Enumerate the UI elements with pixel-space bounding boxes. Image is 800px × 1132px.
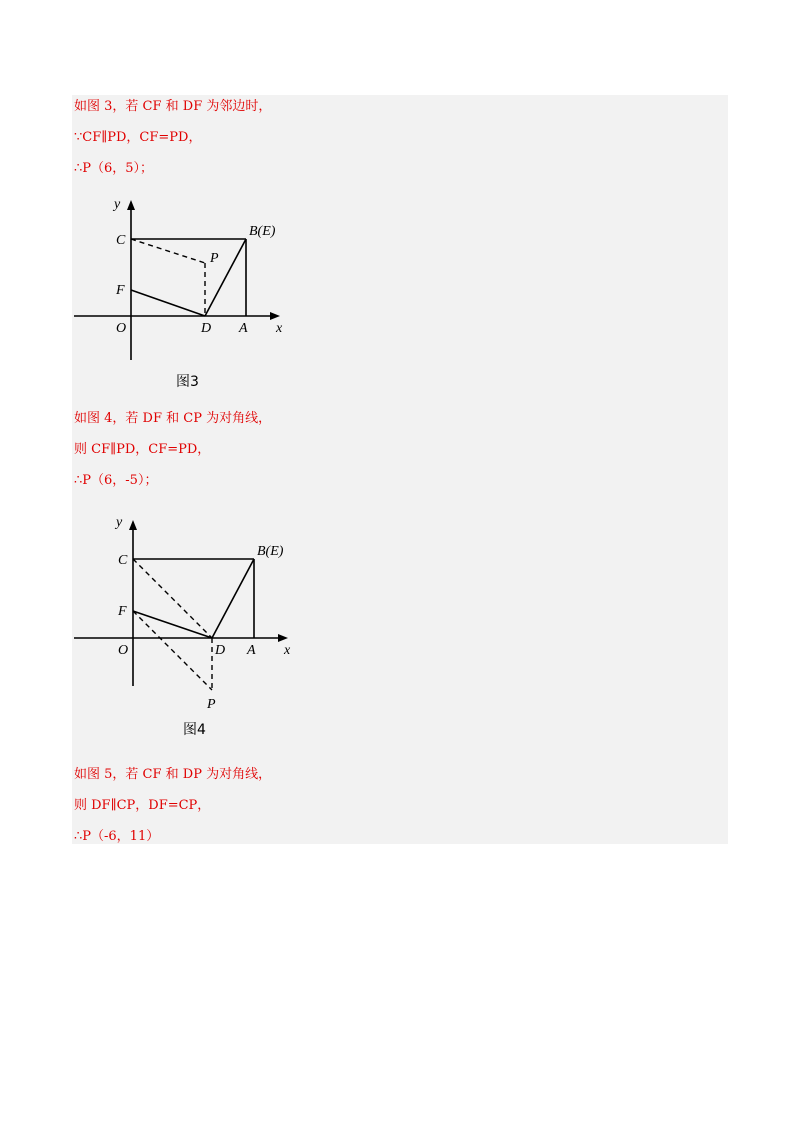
segment-FD [133,611,212,638]
label-C: C [116,233,126,248]
text-line: 如图 3，若 CF 和 DF 为邻边时， [74,99,272,114]
x-axis-arrow-icon [278,634,288,642]
segment-CP-dashed [131,239,205,263]
text-line: ∴P（6，-5）； [74,473,158,488]
label-P: P [210,251,219,266]
text-line: 则 CF∥PD，CF=PD， [74,442,211,457]
label-A: A [239,321,248,336]
figure-3-caption: 图3 [176,374,199,390]
text-line: ∴P（-6，11） [74,829,160,844]
segment-CD-dashed [133,559,212,638]
y-axis-arrow-icon [127,200,135,210]
text-line: 如图 5，若 CF 和 DP 为对角线， [74,767,272,782]
text-line: 如图 4，若 DF 和 CP 为对角线， [74,411,272,426]
label-P: P [207,697,216,712]
segment-DB [212,559,254,638]
figure-4 [72,508,302,718]
text-line: ∴P（6，5）； [74,161,154,176]
label-F: F [118,604,127,619]
label-O: O [118,643,129,658]
label-A: A [247,643,256,658]
label-y: y [116,515,123,530]
segment-FD [131,290,205,316]
figure-4-caption: 图4 [183,722,206,738]
label-B: B(E) [249,224,276,239]
label-B: B(E) [257,544,284,559]
segment-FP-dashed [133,611,212,690]
label-y: y [114,197,121,212]
text-line: 则 DF∥CP，DF=CP， [74,798,211,813]
label-D: D [201,321,212,336]
label-C: C [118,553,128,568]
x-axis-arrow-icon [270,312,280,320]
text-line: ∵CF∥PD，CF=PD， [74,130,202,145]
label-D: D [215,643,226,658]
label-x: x [284,643,291,658]
label-O: O [116,321,127,336]
y-axis-arrow-icon [129,520,137,530]
label-F: F [116,283,125,298]
label-x: x [276,321,283,336]
figure-3 [72,192,302,367]
